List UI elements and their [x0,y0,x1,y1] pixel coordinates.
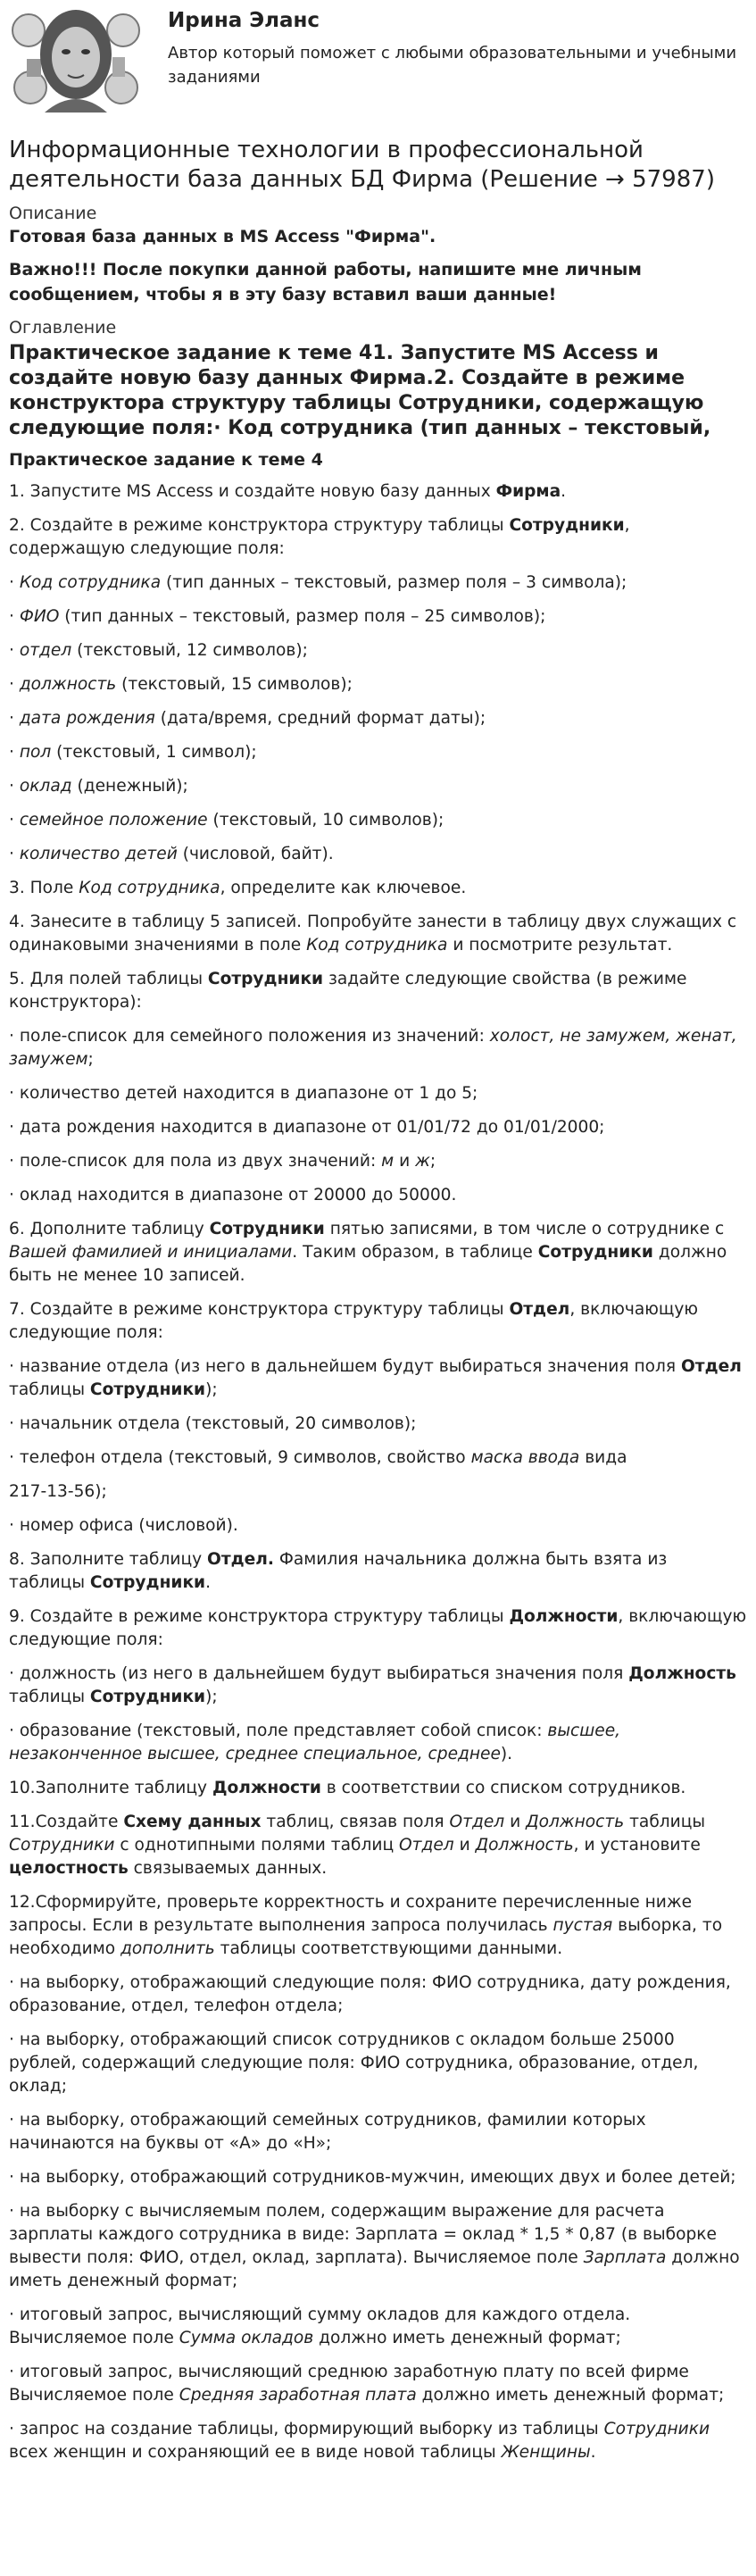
task-paragraph [9,2166,747,2189]
paragraph-segment: Женщины [501,2443,591,2462]
task-paragraph [9,1972,747,2018]
paragraph-segment: · телефон отдела (текстовый, 9 символов, свойство [9,1448,471,1467]
paragraph-segment: · поле-список для семейного положения из значений: [9,1027,490,1046]
paragraph-segment: Отдел [681,1357,742,1376]
paragraph-segment: Должность [526,1813,625,1831]
paragraph-segment: дополнить [120,1939,215,1958]
section-title: Практическое задание к теме 4 [9,450,323,470]
task-paragraph [9,1720,747,1766]
paragraph-segment: (денежный); [71,777,188,796]
paragraph-segment: (текстовый, 12 символов); [71,641,308,660]
task-paragraph [9,2109,747,2155]
task-paragraph [9,2304,747,2350]
author-description: Автор который поможет с любыми образовательными и учебными заданиями [168,44,737,87]
paragraph-segment: 12.Сформируйте, проверьте корректность и сохраните перечисленные ниже запросы. Если в результате выполнения запроса получилась [9,1893,693,1935]
paragraph-segment: должность [19,675,117,694]
paragraph-segment: · должность (из него в дальнейшем будут выбираться значения поля [9,1664,629,1683]
paragraph-segment: · [9,675,20,694]
paragraph-segment: должно иметь денежный формат; [9,2248,740,2290]
paragraph-segment: должно быть не менее 10 записей. [9,1243,727,1285]
paragraph-segment: и [504,1813,527,1831]
paragraph-segment: · итоговый запрос, вычисляющий среднюю заработную плату по всей фирме Вычисляемое поле [9,2363,689,2405]
paragraph-segment: пустая [552,1916,613,1935]
task-paragraph [9,1082,747,1105]
paragraph-segment: 217-13-56); [9,1482,107,1501]
paragraph-segment: Должность [475,1836,574,1855]
paragraph-segment: . [205,1573,212,1592]
paragraph-segment: Сотрудники [603,2420,710,2438]
paragraph-segment: Код сотрудника [306,936,448,955]
paragraph-segment: задайте следующие свойства (в режиме конструктора): [9,970,687,1012]
paragraph-segment: пол [19,743,52,762]
task-paragraph [9,877,747,900]
paragraph-segment: (текстовый, 10 символов); [207,811,444,829]
paragraph-segment: таблицы [9,1380,90,1399]
paragraph-segment: Фирма [495,482,561,501]
task-content [9,480,747,2464]
task-paragraph [9,1218,747,1288]
paragraph-segment: Отдел [509,1300,570,1319]
paragraph-segment: ); [205,1380,218,1399]
author-header [9,0,747,120]
task-paragraph [9,673,747,696]
paragraph-segment: . [561,482,567,501]
paragraph-segment: пятью записями, в том числе о сотруднике с [324,1220,725,1238]
paragraph-segment: Отдел [449,1813,505,1831]
paragraph-segment: · [9,607,20,626]
paragraph-segment: таблицы [624,1813,706,1831]
paragraph-segment: ж [415,1152,430,1171]
paragraph-segment: таблиц, связав поля [261,1813,450,1831]
task-paragraph [9,1116,747,1139]
paragraph-segment: семейное положение [19,811,208,829]
paragraph-segment: Схему данных [123,1813,262,1831]
task-paragraph [9,1298,747,1345]
paragraph-segment: должно иметь денежный формат; [313,2329,621,2347]
paragraph-segment: (дата/время, средний формат даты); [154,709,486,728]
paragraph-segment: Отдел [399,1836,454,1855]
task-paragraph [9,1480,747,1504]
paragraph-segment: · начальник отдела (текстовый, 20 символов); [9,1414,417,1433]
paragraph-segment: в соответствии со списком сотрудников. [320,1779,686,1797]
avatar-image [9,5,143,113]
paragraph-segment: и посмотрите результат. [447,936,673,955]
paragraph-segment: · на выборку, отображающий семейных сотрудников, фамилии которых начинаются на буквы от «А» до «Н»; [9,2111,646,2153]
paragraph-segment: · номер офиса (числовой). [9,1516,238,1535]
paragraph-segment: · [9,845,20,863]
paragraph-segment: и [453,1836,476,1855]
toc-title: Практическое задание к теме 41. Запустите MS Access и создайте новую базу данных Фирма.2. Создайте в режиме конструктора структуру таблицы Сотрудники, содержащую следующие поля:· Код сотрудника (тип данных – текстовый, [9,342,711,439]
paragraph-segment: 5. Для полей таблицы [9,970,208,988]
paragraph-segment: · [9,777,20,796]
task-paragraph [9,1548,747,1595]
paragraph-segment: 2. Создайте в режиме конструктора структуру таблицы [9,516,510,535]
task-paragraph [9,2361,747,2407]
paragraph-segment: всех женщин и сохраняющий ее в виде новой таблицы [9,2443,502,2462]
task-paragraph [9,843,747,866]
paragraph-segment: Должности [509,1607,619,1626]
paragraph-segment: таблицы [9,1688,90,1706]
paragraph-segment: Сотрудники [509,516,625,535]
paragraph-segment: целостность [9,1859,129,1878]
paragraph-segment: 6. Дополните таблицу [9,1220,210,1238]
task-paragraph [9,809,747,832]
task-paragraph [9,1663,747,1709]
paragraph-segment: , и установите [573,1836,701,1855]
paragraph-segment: Сотрудники [209,1220,325,1238]
task-paragraph [9,571,747,595]
task-paragraph [9,1777,747,1800]
paragraph-segment: · на выборку, отображающий сотрудников-мужчин, имеющих двух и более детей; [9,2168,736,2187]
paragraph-segment: высшее, незаконченное высшее, среднее специальное, среднее [9,1722,621,1763]
paragraph-segment: Сотрудники [207,970,324,988]
task-paragraph [9,1355,747,1402]
paragraph-segment: · запрос на создание таблицы, формирующий выборку из таблицы [9,2420,604,2438]
paragraph-segment: ; [429,1152,436,1171]
paragraph-segment: · дата рождения находится в диапазоне от 01/01/72 до 01/01/2000; [9,1118,605,1137]
paragraph-segment: · [9,811,20,829]
paragraph-segment: (текстовый, 1 символ); [51,743,257,762]
paragraph-segment: . Таким образом, в таблице [292,1243,538,1262]
paragraph-segment: 8. Заполните таблицу [9,1550,208,1569]
paragraph-segment: таблицы соответствующими данными. [214,1939,563,1958]
task-paragraph [9,514,747,561]
paragraph-segment: Код сотрудника [19,573,162,592]
paragraph-segment: 10.Заполните таблицу [9,1779,212,1797]
author-name[interactable]: Ирина Эланс [168,9,320,32]
task-paragraph [9,775,747,798]
paragraph-segment: Должность [628,1664,736,1683]
author-avatar[interactable] [9,5,143,113]
paragraph-segment: , содержащую следующие поля: [9,516,630,558]
paragraph-segment: Вашей фамилией и инициалами [9,1243,293,1262]
important-note: Важно!!! После покупки данной работы, напишите мне личным сообщением, чтобы я в эту базу вставил ваши данные! [9,260,642,304]
toc-label: Оглавление [9,318,117,338]
task-paragraph [9,1446,747,1470]
paragraph-segment: · название отдела (из него в дальнейшем будут выбираться значения поля [9,1357,681,1376]
paragraph-segment: , определите как ключевое. [220,879,467,897]
paragraph-segment: Зарплата [583,2248,667,2267]
paragraph-segment: Фамилия начальника должна быть взята из таблицы [9,1550,668,1592]
paragraph-segment: Сотрудники [537,1243,653,1262]
paragraph-segment: выборка, то необходимо [9,1916,723,1958]
paragraph-segment: 7. Создайте в режиме конструктора структуру таблицы [9,1300,510,1319]
paragraph-segment: , включающую следующие поля: [9,1300,699,1342]
paragraph-segment: 3. Поле [9,879,79,897]
paragraph-segment: дата рождения [19,709,155,728]
task-paragraph [9,707,747,730]
paragraph-segment: оклад [19,777,72,796]
task-paragraph [9,1514,747,1538]
paragraph-segment: , включающую следующие поля: [9,1607,747,1649]
paragraph-segment: · [9,573,20,592]
paragraph-segment: отдел [19,641,72,660]
paragraph-segment: (тип данных – текстовый, размер поля – 25 символов); [59,607,546,626]
paragraph-segment: вида [579,1448,627,1467]
task-paragraph [9,1184,747,1207]
page-title: Информационные технологии в профессиональной деятельности база данных БД Фирма (Решение → 57987) [9,137,715,193]
paragraph-segment: (тип данных – текстовый, размер поля – 3 символа); [161,573,627,592]
paragraph-segment: Отдел. [207,1550,274,1569]
task-paragraph [9,1150,747,1173]
task-paragraph [9,1605,747,1652]
task-paragraph [9,2200,747,2293]
paragraph-segment: Код сотрудника [79,879,220,897]
paragraph-segment: ; [87,1050,94,1069]
paragraph-segment: холост, не замужем, женат, замужем [9,1027,737,1069]
paragraph-segment: ФИО [19,607,60,626]
task-paragraph [9,2418,747,2464]
task-paragraph [9,968,747,1014]
paragraph-segment: · на выборку с вычисляемым полем, содержащим выражение для расчета зарплаты каждого сотрудника в виде: Зарплата = оклад * 1,5 * 0,87 (в выборке вывести поля: ФИО, отдел, оклад, зарплата). Вычисляемое поле [9,2202,717,2267]
paragraph-segment: ). [500,1745,513,1763]
paragraph-segment: с однотипными полями таблиц [114,1836,400,1855]
paragraph-segment: Сумма окладов [179,2329,314,2347]
paragraph-segment: · [9,743,20,762]
paragraph-segment: Средняя заработная плата [179,2386,417,2405]
paragraph-segment: Сотрудники [89,1573,206,1592]
paragraph-segment: · поле-список для пола из двух значений: [9,1152,382,1171]
paragraph-segment: · образование (текстовый, поле представляет собой список: [9,1722,548,1740]
paragraph-segment: · [9,641,20,660]
paragraph-segment: маска ввода [470,1448,580,1467]
task-paragraph [9,639,747,663]
paragraph-segment: 11.Создайте [9,1813,124,1831]
paragraph-segment: количество детей [19,845,178,863]
paragraph-segment: · [9,709,20,728]
paragraph-segment: (числовой, байт). [177,845,334,863]
paragraph-segment: Сотрудники [89,1688,206,1706]
task-paragraph [9,480,747,504]
task-paragraph [9,1025,747,1071]
paragraph-segment: 1. Запустите MS Access и создайте новую базу данных [9,482,496,501]
task-paragraph [9,1413,747,1436]
task-paragraph [9,605,747,629]
description-label: Описание [9,204,97,223]
paragraph-segment: · на выборку, отображающий список сотрудников с окладом больше 25000 рублей, содержащий следующие поля: ФИО сотрудника, образование, отдел, оклад; [9,2030,699,2096]
paragraph-segment: · на выборку, отображающий следующие поля: ФИО сотрудника, дату рождения, образование, отдел, телефон отдела; [9,1973,731,2015]
paragraph-segment: 4. Занесите в таблицу 5 записей. Попробуйте занести в таблицу двух служащих с одинаковыми значениями в поле [9,913,737,955]
task-paragraph [9,741,747,764]
paragraph-segment: Сотрудники [9,1836,115,1855]
task-paragraph [9,1891,747,1961]
task-paragraph [9,911,747,957]
paragraph-segment: · итоговый запрос, вычисляющий сумму окладов для каждого отдела. Вычисляемое поле [9,2305,631,2347]
paragraph-segment: связываемых данных. [128,1859,328,1878]
paragraph-segment: Должности [212,1779,321,1797]
paragraph-segment: и [394,1152,416,1171]
paragraph-segment: · оклад находится в диапазоне от 20000 до 50000. [9,1186,457,1205]
paragraph-segment: . [590,2443,596,2462]
paragraph-segment: м [381,1152,395,1171]
paragraph-segment: должно иметь денежный формат; [416,2386,725,2405]
paragraph-segment: ); [205,1688,218,1706]
description-title: Готовая база данных в MS Access "Фирма". [9,227,436,246]
paragraph-segment: Сотрудники [89,1380,206,1399]
task-paragraph [9,2029,747,2098]
paragraph-segment: (текстовый, 15 символов); [116,675,353,694]
task-paragraph [9,1811,747,1880]
paragraph-segment: 9. Создайте в режиме конструктора структуру таблицы [9,1607,510,1626]
paragraph-segment: · количество детей находится в диапазоне от 1 до 5; [9,1084,478,1103]
